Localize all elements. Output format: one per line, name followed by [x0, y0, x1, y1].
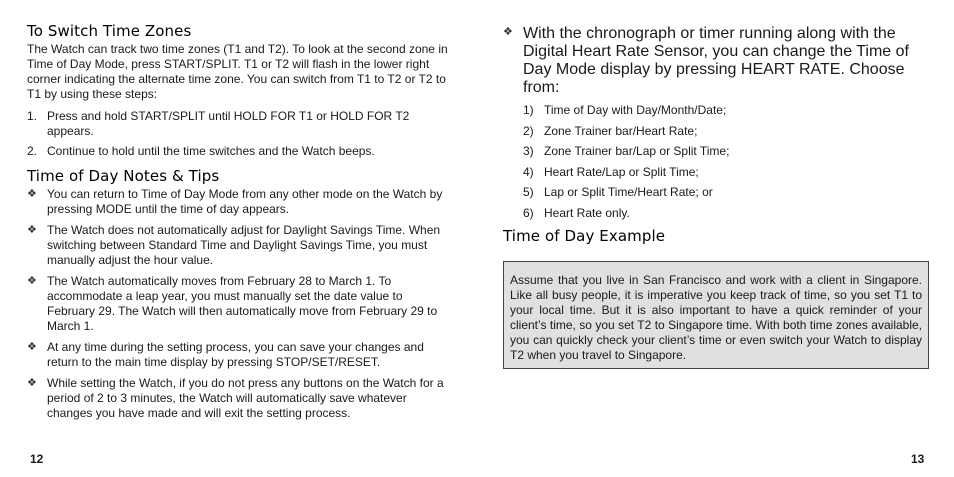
step-text: Press and hold START/SPLIT until HOLD FOR T1 or HOLD FOR T2 appears.	[47, 109, 410, 138]
switch-time-zones-intro: The Watch can track two time zones (T1 and T2). To look at the second zone in Time of Day Mode, press START/SPLIT. T1 or T2 will flash in the lower right corner indicating the alternate time zone. You can switch from T1 to T2 or T2 to T1 by using these steps:	[27, 42, 448, 101]
example-callout-box	[503, 261, 929, 369]
tip-item	[27, 187, 449, 217]
diamond-bullet-icon: ❖	[27, 377, 37, 389]
heart-rate-display-tip	[503, 25, 929, 97]
diamond-bullet-icon: ❖	[503, 26, 513, 38]
tip-text: The Watch does not automatically adjust for Daylight Savings Time. When switching between Standard Time and Daylight Savings Time, you must manually adjust the hour value.	[47, 223, 441, 267]
option-number: 2)	[523, 123, 534, 138]
page-number-right: 13	[911, 452, 925, 466]
option-item	[523, 103, 929, 118]
option-number: 4)	[523, 164, 534, 179]
option-number: 1)	[523, 103, 534, 117]
left-page	[27, 22, 449, 427]
option-text: Heart Rate only.	[544, 205, 630, 220]
option-item	[523, 124, 929, 139]
option-number: 5)	[523, 185, 534, 199]
step-text: Continue to hold until the time switches and the Watch beeps.	[47, 144, 375, 158]
switch-steps-list	[27, 109, 449, 159]
display-options-list	[523, 103, 929, 221]
option-item	[523, 185, 929, 200]
tip-text: The Watch automatically moves from February 28 to March 1. To accommodate a leap year, you must manually set the date value to February 29. The Watch will then automatically move from February 29 to March 1.	[47, 274, 438, 333]
option-text: Time of Day with Day/Month/Date;	[544, 103, 727, 117]
step-number: 1.	[27, 109, 38, 123]
right-page	[503, 25, 929, 369]
option-text: Zone Trainer bar/Heart Rate;	[544, 123, 698, 138]
page-number-left: 12	[30, 452, 44, 466]
section-title-example: Time of Day Example	[503, 226, 666, 245]
option-number: 3)	[523, 144, 534, 158]
tip-text: With the chronograph or timer running along with the Digital Heart Rate Sensor, you can change the Time of Day Mode display by pressing HEART RATE. Choose from:	[523, 25, 909, 96]
diamond-bullet-icon: ❖	[27, 224, 37, 236]
tips-list	[27, 187, 449, 421]
option-text: Zone Trainer bar/Lap or Split Time;	[544, 144, 730, 158]
step-item	[27, 144, 449, 159]
diamond-bullet-icon: ❖	[27, 341, 37, 353]
section-title-switch-time-zones: To Switch Time Zones	[27, 22, 192, 40]
tip-text: You can return to Time of Day Mode from any other mode on the Watch by pressing MODE until the time of day appears.	[47, 187, 443, 216]
step-item	[27, 109, 449, 139]
option-text: Lap or Split Time/Heart Rate; or	[544, 185, 713, 199]
section-title-notes-tips: Time of Day Notes & Tips	[27, 167, 220, 185]
tip-item	[27, 274, 449, 334]
option-item	[523, 165, 929, 180]
option-item	[523, 144, 929, 159]
tip-text: At any time during the setting process, you can save your changes and return to the main time display by pressing STOP/SET/RESET.	[47, 340, 424, 369]
step-number: 2.	[27, 144, 38, 158]
option-number: 6)	[523, 205, 534, 220]
example-text: Assume that you live in San Francisco and work with a client in Singapore. Like all busy people, it is imperative you keep track of time, so you set T1 to your local time. But it is also important to have a quick reminder of your client’s time, so you set T2 to Singapore time. With both time zones available, you can quickly check your client’s time or even switch your Watch to display T2 when you travel to Singapore.	[510, 272, 922, 362]
tip-text: While setting the Watch, if you do not press any buttons on the Watch for a period of 2 to 3 minutes, the Watch will automatically save whatever changes you have made and will exit the setting process.	[47, 376, 444, 420]
option-item	[523, 206, 929, 221]
diamond-bullet-icon: ❖	[27, 275, 37, 287]
tip-item	[27, 376, 449, 421]
diamond-bullet-icon: ❖	[27, 188, 37, 200]
tip-item	[27, 223, 449, 268]
tip-item	[27, 340, 449, 370]
option-text: Heart Rate/Lap or Split Time;	[544, 164, 699, 179]
